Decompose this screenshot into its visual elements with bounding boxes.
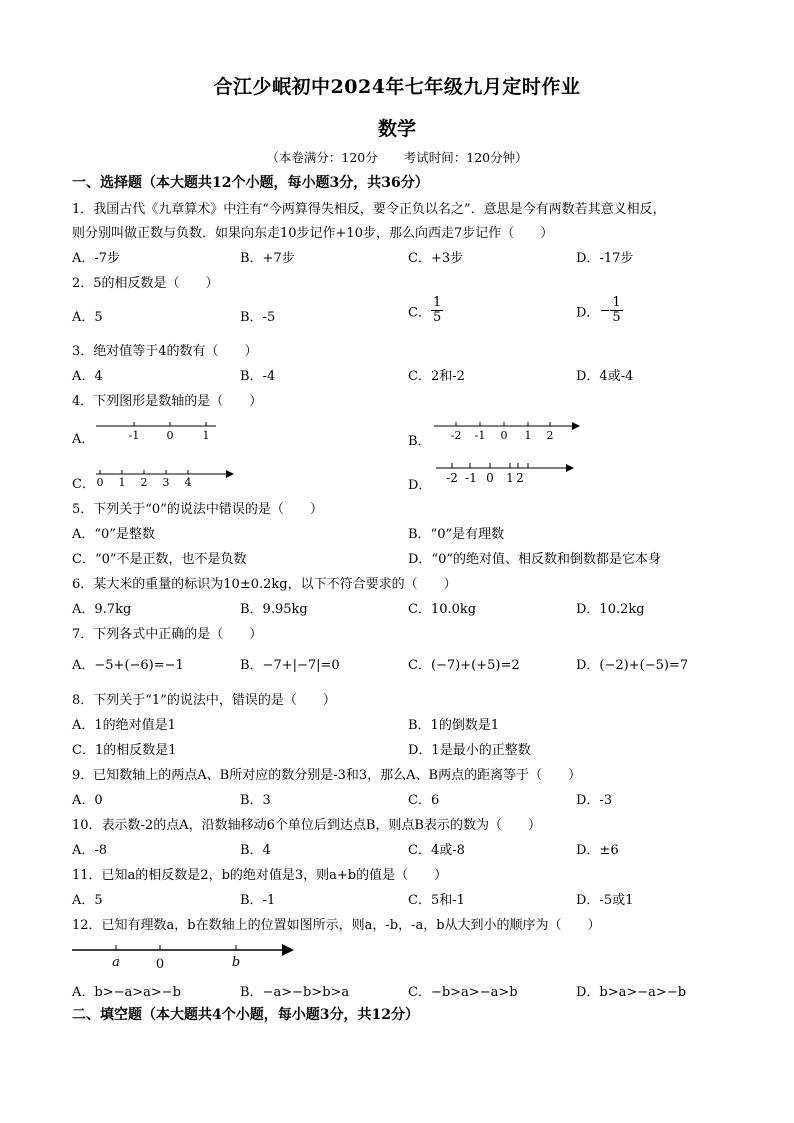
- q7-option-d: D．(−2)+(−5)=7: [576, 658, 689, 673]
- q9-option-d: D．-3: [576, 793, 613, 808]
- q6-option-c: C．10.0kg: [408, 602, 477, 617]
- q4-option-d-label: D．: [408, 478, 432, 493]
- q2-option-b: B．-5: [240, 310, 276, 325]
- q2-option-d-fraction: [610, 296, 622, 326]
- origin-label: 0: [155, 957, 165, 970]
- q4-option-b-label: B．: [408, 434, 431, 449]
- q1-option-a: A．-7步: [72, 251, 121, 266]
- fraction-denominator: 5: [432, 310, 442, 326]
- tick-label: 1: [118, 476, 126, 489]
- exam-subject: 数学: [377, 118, 416, 140]
- q12-stem: 12．已知有理数a，b在数轴上的位置如图所示，则a，-b，-a，b从大到小的顺序为（ ）: [72, 918, 601, 933]
- q2-option-c-fraction: [431, 296, 443, 326]
- exam-time: 考试时间：120分钟）: [403, 150, 528, 165]
- tick-label: -1: [128, 429, 140, 442]
- exam-meta: [0, 148, 794, 166]
- tick-label: 3: [162, 476, 170, 489]
- q6-stem: 6．某大米的重量的标识为10±0.2kg，以下不符合要求的（ ）: [72, 577, 457, 592]
- q6-option-a: A．9.7kg: [72, 602, 132, 617]
- q7-stem: 7．下列各式中正确的是（ ）: [72, 627, 263, 642]
- q8-option-d: D．1是最小的正整数: [408, 743, 531, 758]
- q5-option-c: C．“0”不是正数，也不是负数: [72, 552, 247, 567]
- q3-stem: 3．绝对值等于4的数有（ ）: [72, 344, 258, 359]
- q7-option-c: C．(−7)+(+5)=2: [408, 658, 520, 673]
- q10-stem: 10．表示数-2的点A，沿数轴移动6个单位后到达点B，则点B表示的数为（ ）: [72, 818, 541, 833]
- q2-option-c-label: C．: [408, 305, 431, 321]
- q6-option-b: B．9.95kg: [240, 602, 308, 617]
- q12-option-b: B．−a>−b>b>a: [240, 985, 350, 1000]
- point-a-label: a: [112, 955, 120, 970]
- q1-option-d: D．-17步: [576, 251, 634, 266]
- q8-stem: 8．下列关于“1”的说法中，错误的是（ ）: [72, 693, 336, 708]
- q7-option-a: A．−5+(−6)=−1: [72, 658, 184, 673]
- q7-option-b: B．−7+|−7|=0: [240, 658, 340, 673]
- tick-label: 4: [184, 476, 192, 489]
- q11-stem: 11．已知a的相反数是2，b的绝对值是3，则a+b的值是（ ）: [72, 868, 448, 883]
- q2-stem: 2．5的相反数是（ ）: [72, 276, 219, 291]
- q1-stem-line2: 则分别叫做正数与负数．如果向东走10步记作+10步，那么向西走7步记作（ ）: [72, 226, 554, 241]
- q9-stem: 9．已知数轴上的两点A、B所对应的数分别是-3和3，那么A、B两点的距离等于（ ）: [72, 768, 582, 783]
- tick-label: 1: [202, 429, 210, 442]
- q6-option-d: D．10.2kg: [576, 602, 645, 617]
- q8-option-c: C．1的相反数是1: [72, 743, 177, 758]
- q4-stem: 4．下列图形是数轴的是（ ）: [72, 394, 263, 409]
- q10-option-d: D．±6: [576, 843, 619, 858]
- q5-option-d: D．“0”的绝对值、相反数和倒数都是它本身: [408, 552, 661, 567]
- q8-option-b: B．1的倒数是1: [408, 718, 500, 733]
- tick-label: 2: [546, 429, 554, 442]
- q11-option-a: A．5: [72, 893, 103, 908]
- q1-option-b: B．+7步: [240, 251, 295, 266]
- fraction-denominator: 5: [612, 310, 621, 326]
- exam-title: 合江少岷初中2024年七年级九月定时作业: [213, 76, 581, 98]
- q3-option-d: D．4或-4: [576, 369, 634, 384]
- q4-option-b-axis: [432, 418, 582, 446]
- tick-label: 2: [516, 471, 524, 485]
- q12-option-a: A．b>−a>a>−b: [72, 985, 181, 1000]
- q12-option-c: C．−b>a>−a>b: [408, 985, 518, 1000]
- q12-option-d: D．b>a>−a>−b: [576, 985, 687, 1000]
- q11-option-d: D．-5或1: [576, 893, 634, 908]
- q4-option-a-axis: [94, 418, 224, 446]
- q10-option-c: C．4或-8: [408, 843, 465, 858]
- tick-label: -2: [446, 471, 458, 485]
- minus-sign: −: [599, 303, 611, 319]
- tick-label: 2: [140, 476, 148, 489]
- tick-label: 0: [500, 429, 508, 442]
- full-marks: （本卷满分：120分: [266, 150, 378, 165]
- q4-option-a-label: A．: [72, 432, 95, 447]
- q9-option-b: B．3: [240, 793, 271, 808]
- q10-option-a: A．-8: [72, 843, 108, 858]
- q4-option-d-axis: [434, 458, 576, 488]
- q3-option-b: B．-4: [240, 369, 276, 384]
- q4-option-c-axis: [94, 466, 236, 490]
- tick-label: 0: [166, 429, 174, 442]
- q4-option-c-label: C．: [72, 477, 95, 492]
- tick-label: -2: [450, 429, 462, 442]
- q1-stem-line1: 1．我国古代《九章算术》中注有“今两算得失相反，要令正负以名之”．意思是今有两数若其意义相反，: [72, 202, 666, 217]
- q3-option-a: A．4: [72, 369, 103, 384]
- q1-option-c: C．+3步: [408, 251, 464, 266]
- point-b-label: b: [231, 955, 241, 970]
- q9-option-a: A．0: [72, 793, 103, 808]
- section-2-heading: 二、填空题（本大题共4个小题，每小题3分，共12分）: [72, 1007, 419, 1023]
- q11-option-c: C．5和-1: [408, 893, 465, 908]
- tick-label: 1: [506, 471, 514, 485]
- q2-option-a: A．5: [72, 310, 103, 325]
- q2-option-c: [408, 296, 443, 326]
- q5-option-b: B．“0”是有理数: [408, 527, 505, 542]
- q3-option-c: C．2和-2: [408, 369, 465, 384]
- q2-option-d-label: D．: [576, 305, 600, 321]
- q5-option-a: A．“0”是整数: [72, 527, 155, 542]
- fraction-numerator: 1: [612, 295, 621, 310]
- tick-label: 0: [486, 471, 494, 485]
- tick-label: 1: [524, 429, 532, 442]
- tick-label: -1: [474, 429, 486, 442]
- q10-option-b: B．4: [240, 843, 271, 858]
- q5-stem: 5．下列关于“0”的说法中错误的是（ ）: [72, 502, 323, 517]
- section-1-heading: 一、选择题（本大题共12个小题，每小题3分，共36分）: [72, 175, 429, 191]
- q11-option-b: B．-1: [240, 893, 276, 908]
- tick-label: 0: [96, 476, 104, 489]
- q12-number-line: [72, 938, 298, 970]
- q9-option-c: C．6: [408, 793, 440, 808]
- fraction-numerator: 1: [432, 295, 442, 310]
- q8-option-a: A．1的绝对值是1: [72, 718, 176, 733]
- q2-option-d: [576, 296, 623, 326]
- tick-label: -1: [465, 471, 477, 485]
